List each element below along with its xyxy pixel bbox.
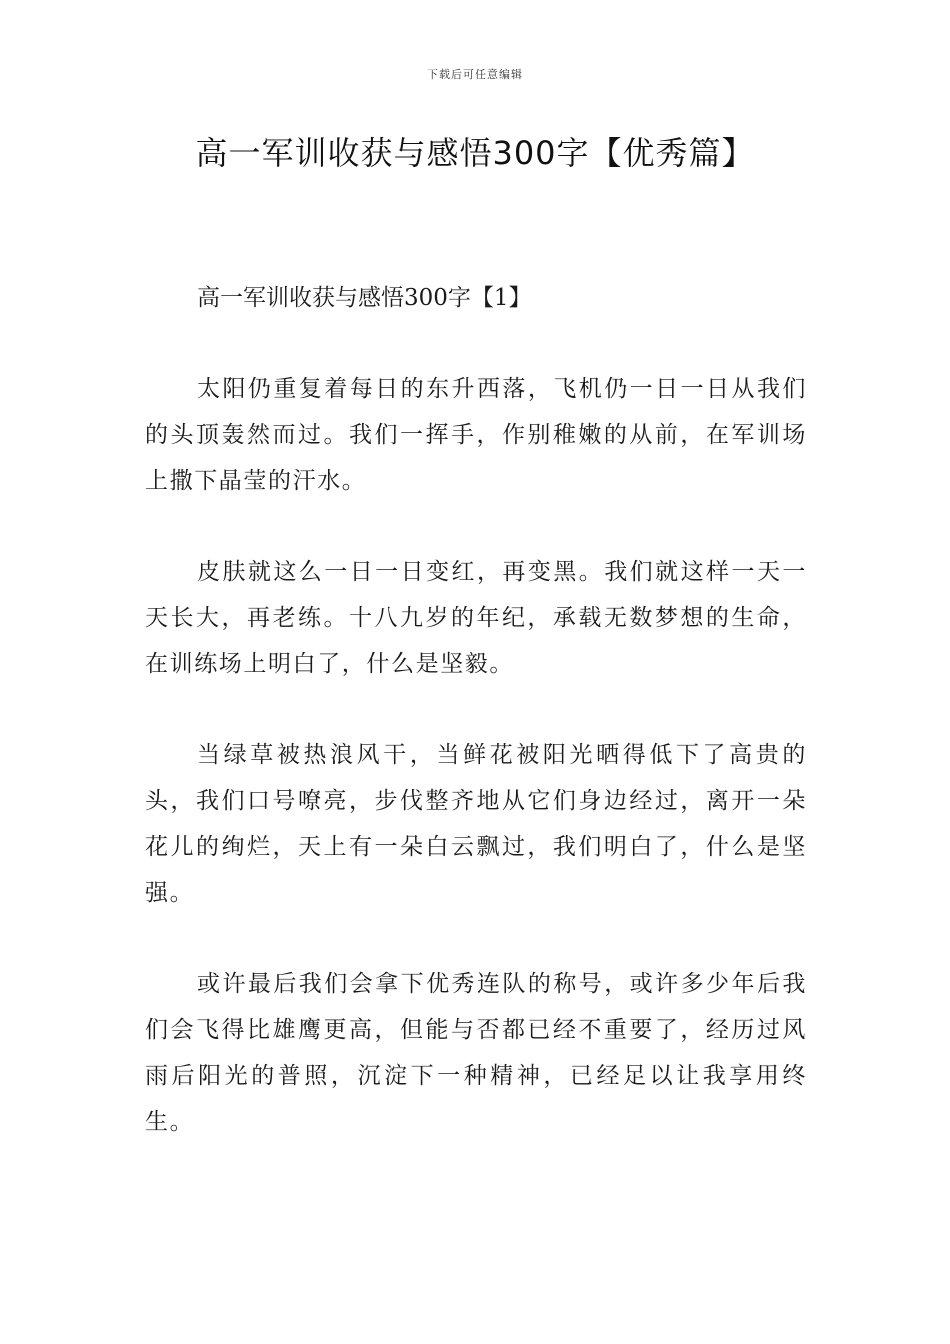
document-body — [145, 275, 807, 1190]
paragraph-2: 皮肤就这么一日一日变红，再变黑。我们就这样一天一天长大，再老练。十八九岁的年纪，承载无数梦想的生命，在训练场上明白了，什么是坚毅。 — [145, 559, 807, 677]
paragraph-1: 太阳仍重复着每日的东升西落，飞机仍一日一日从我们的头顶轰然而过。我们一挥手，作别稚嫩的从前，在军训场上撒下晶莹的汗水。 — [145, 376, 807, 494]
header-note: 下载后可任意编辑 — [427, 68, 523, 81]
document-title: 高一军训收获与感悟300字【优秀篇】 — [195, 134, 755, 172]
section-heading: 高一军训收获与感悟300字【1】 — [197, 285, 532, 311]
paragraph-3: 当绿草被热浪风干，当鲜花被阳光晒得低下了高贵的头，我们口号嘹亮，步伐整齐地从它们身边经过，离开一朵花儿的绚烂，天上有一朵白云飘过，我们明白了，什么是坚强。 — [145, 742, 807, 906]
paragraph-4: 或许最后我们会拿下优秀连队的称号，或许多少年后我们会飞得比雄鹰更高，但能与否都已经不重要了，经历过风雨后阳光的普照，沉淀下一种精神，已经足以让我享用终生。 — [145, 971, 807, 1135]
